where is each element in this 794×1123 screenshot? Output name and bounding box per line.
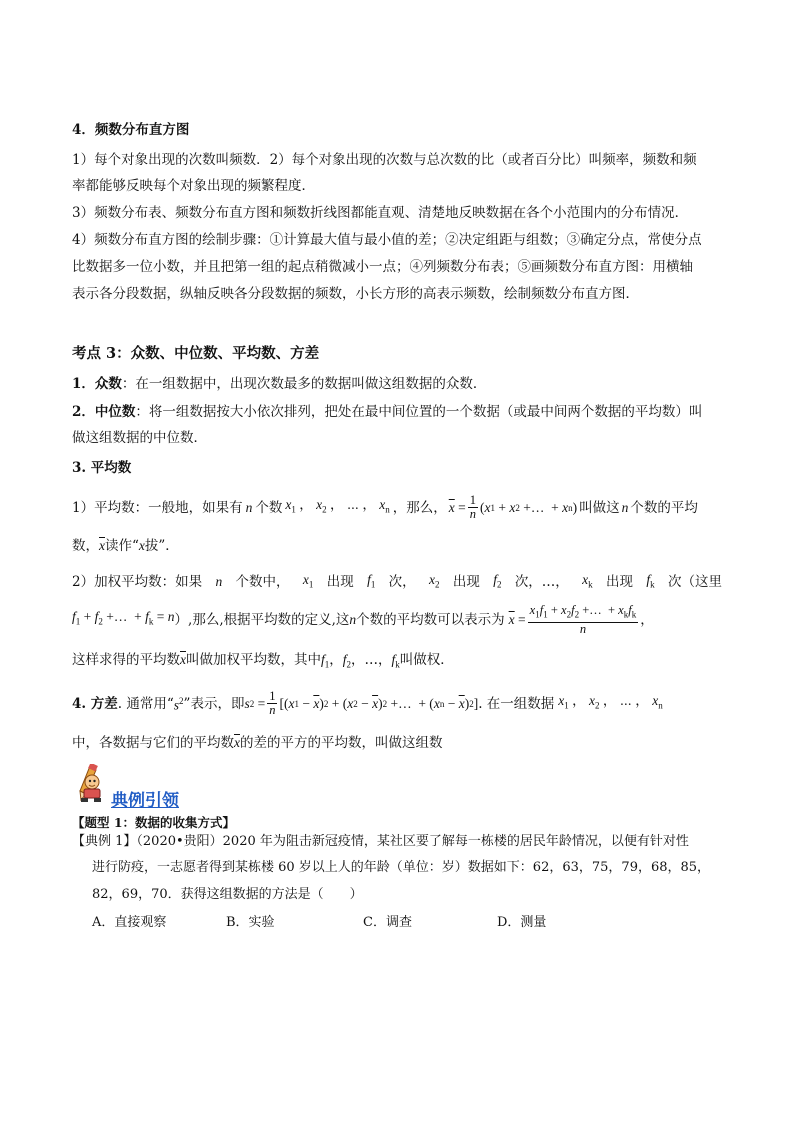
pencil-mascot-icon xyxy=(72,764,108,804)
question-line1: 【典例 1】（2020•贵阳）2020 年为阻击新冠疫情，某社区要了解每一栋楼的居民年龄情况，以便有针对性 xyxy=(72,834,689,849)
weighted-c2: 出现 xyxy=(452,574,480,591)
weighted-c3: 出现 xyxy=(606,574,633,591)
mean-text-b: 个数 xyxy=(255,499,283,516)
variance-b: ”表示，即 xyxy=(183,695,245,712)
var-n: n xyxy=(245,499,253,515)
option-c[interactable]: C．调查 xyxy=(363,915,412,930)
weighted-c1: 出现 xyxy=(326,574,354,591)
weighted-h: 个数的平均数可以表示为 xyxy=(356,611,505,628)
kaodian-3-heading: 考点 3：众数、中位数、平均数、方差 xyxy=(72,345,320,362)
variance-line1: 4. 方差 . 通常用“ $s^2$ ”表示，即 s 2 = $\frac{1}{n}$ [( x 1 − $\overline{x}$ ) 2 + ( x 2 − $\overline{x}$ ) 2 +… + ( x n − $\overline{x}$ ) 2 ] . 在一组数据 $x_1$ ， $x_2$ ， ⋯ ， $x_n$ xyxy=(72,689,663,717)
variance-line2 xyxy=(72,733,443,753)
mode-label: 1．众数 xyxy=(72,376,122,392)
median-definition-line1 xyxy=(72,402,702,422)
median-text: ：将一组数据按大小依次排列，把处在最中间位置的一个数据（或最中间两个数据的平均数）叫 xyxy=(135,404,703,420)
weighted-a: 2）加权平均数：如果 xyxy=(72,574,203,591)
xbar-3: $\overline{x}$ xyxy=(234,735,240,750)
variance-a: . 通常用“ xyxy=(117,695,174,712)
mean-l2-c: 拔”． xyxy=(144,538,179,554)
weighted-l3-d: 叫做权． xyxy=(399,652,454,668)
weighted-g: ）,那么,根据平均数的定义,这 xyxy=(174,611,350,628)
mean-heading: 3. 平均数 xyxy=(72,460,132,476)
weighted-l3-c: ，…， xyxy=(351,652,392,668)
question-type-heading: 【题型 1：数据的收集方式】 xyxy=(72,815,236,830)
weighted-l3-a: 这样求得的平均数 xyxy=(72,652,180,668)
var-n2: n xyxy=(621,499,629,515)
median-definition-line2: 做这组数据的中位数． xyxy=(72,430,207,446)
section-4-heading: 4．频数分布直方图 xyxy=(72,122,190,138)
weighted-line1: 2）加权平均数：如果 n 个数中， $x_1$ 出现 $f_1$ 次， $x_2$ 出现 $f_2$ 次，…， $x_k$ 出现 $f_k$ 次（这里 xyxy=(72,572,722,591)
weighted-d1: 次， xyxy=(388,574,416,591)
option-d[interactable]: D．测量 xyxy=(497,915,547,930)
weighted-formula: $\overline{x}$ = $\frac{x_1f_1 + x_2f_2 +\dots + x_kf_k}{n}$ ， xyxy=(508,603,654,636)
mean-text-e: 个数的平均 xyxy=(630,499,698,516)
mean-definition-line1 xyxy=(72,494,698,521)
weight-sum: $f_1 + f_2$ +… + $f_k = n$ xyxy=(72,609,175,628)
mode-definition xyxy=(72,374,486,394)
question-line2: 进行防疫，一志愿者得到某栋楼 60 岁以上人的年龄（单位：岁）数据如下：62，63，75，79，68，85， xyxy=(92,860,711,875)
example-section-title: 典例引领 xyxy=(111,791,179,811)
s4-para1-line1: 1）每个对象出现的次数叫频数．2）每个对象出现的次数与总次数的比（或者百分比）叫频率，频数和频 xyxy=(72,152,697,168)
median-label: 2．中位数 xyxy=(72,404,136,420)
mean-definition-line2 xyxy=(72,536,179,556)
weighted-line2: $f_1 + f_2$ +… + $f_k = n$ ）,那么,根据平均数的定义,这 n 个数的平均数可以表示为 $\overline{x}$ = $\frac{x_1f_1 + x_2f_2 +\dots + x_kf_k}{n}$ ， xyxy=(72,603,654,636)
variance-l2-b: 的差的平方的平均数，叫做这组数 xyxy=(240,735,443,751)
s4-para3: 3）频数分布表、频数分布直方图和频数折线图都能直观、清楚地反映数据在各个小范围内的分布情况． xyxy=(72,205,689,221)
xbar-2: $\overline{x}$ xyxy=(180,652,186,667)
var-list: $x_1$ ， $x_2$ ， ⋯ ， $x_n$ xyxy=(285,497,390,515)
mean-text-c: ，那么， xyxy=(392,499,447,516)
s4-para4-line1: 4）频数分布直方图的绘制步骤：①计算最大值与最小值的差；②决定组距与组数；③确定分点，常使分点 xyxy=(72,232,702,248)
x-letter: x xyxy=(138,538,145,553)
mode-text: ：在一组数据中，出现次数最多的数据叫做这组数据的众数． xyxy=(121,376,487,392)
s4-para4-line3: 表示各分段数据，纵轴反映各分段数据的频数，小长方形的高表示频数，绘制频数分布直方图． xyxy=(72,286,639,302)
mean-formula: $\overline{x}$ = $\frac{1}{n}$ ( x 1 + x 2 +… + x n ) xyxy=(448,493,578,521)
s4-para4-line2: 比数据多一位小数，并且把第一组的起点稍微减小一点；④列频数分布表；⑤画频数分布直方图：用横轴 xyxy=(72,259,693,275)
mean-text-d: 叫做这 xyxy=(579,499,620,516)
weighted-line3: 这样求得的平均数$\overline{x}$叫做加权平均数，其中$f_1$，$f_2$，…，$f_k$叫做权． xyxy=(72,652,454,670)
weighted-l3-b: 叫做加权平均数，其中 xyxy=(186,652,321,668)
weighted-b: 个数中， xyxy=(235,574,290,591)
mean-l2-a: 数， xyxy=(72,538,99,554)
s4-para1-line2: 率都能够反映每个对象出现的频繁程度． xyxy=(72,178,315,194)
mean-text-a: 1）平均数：一般地，如果有 xyxy=(72,499,243,516)
weighted-e: 次，…， xyxy=(514,574,569,591)
variance-formula: s 2 = $\frac{1}{n}$ [( x 1 − $\overline{x}$ ) 2 + ( x 2 − $\overline{x}$ ) 2 +… + ( x n − $\overline{x}$ ) 2 ] xyxy=(244,689,479,717)
variance-l2-a: 中，各数据与它们的平均数 xyxy=(72,735,234,751)
option-b[interactable]: B．实验 xyxy=(226,915,275,930)
question-line3: 82，69，70．获得这组数据的方法是（ ） xyxy=(92,887,363,902)
option-a[interactable]: A．直接观察 xyxy=(92,915,167,930)
variance-label: 4. 方差 xyxy=(72,695,118,712)
variance-c: . 在一组数据 xyxy=(478,695,555,712)
xbar: $\overline{x}$ xyxy=(99,538,105,553)
mean-l2-b: 读作“ xyxy=(105,538,139,554)
weighted-f: 次（这里 xyxy=(667,574,722,591)
